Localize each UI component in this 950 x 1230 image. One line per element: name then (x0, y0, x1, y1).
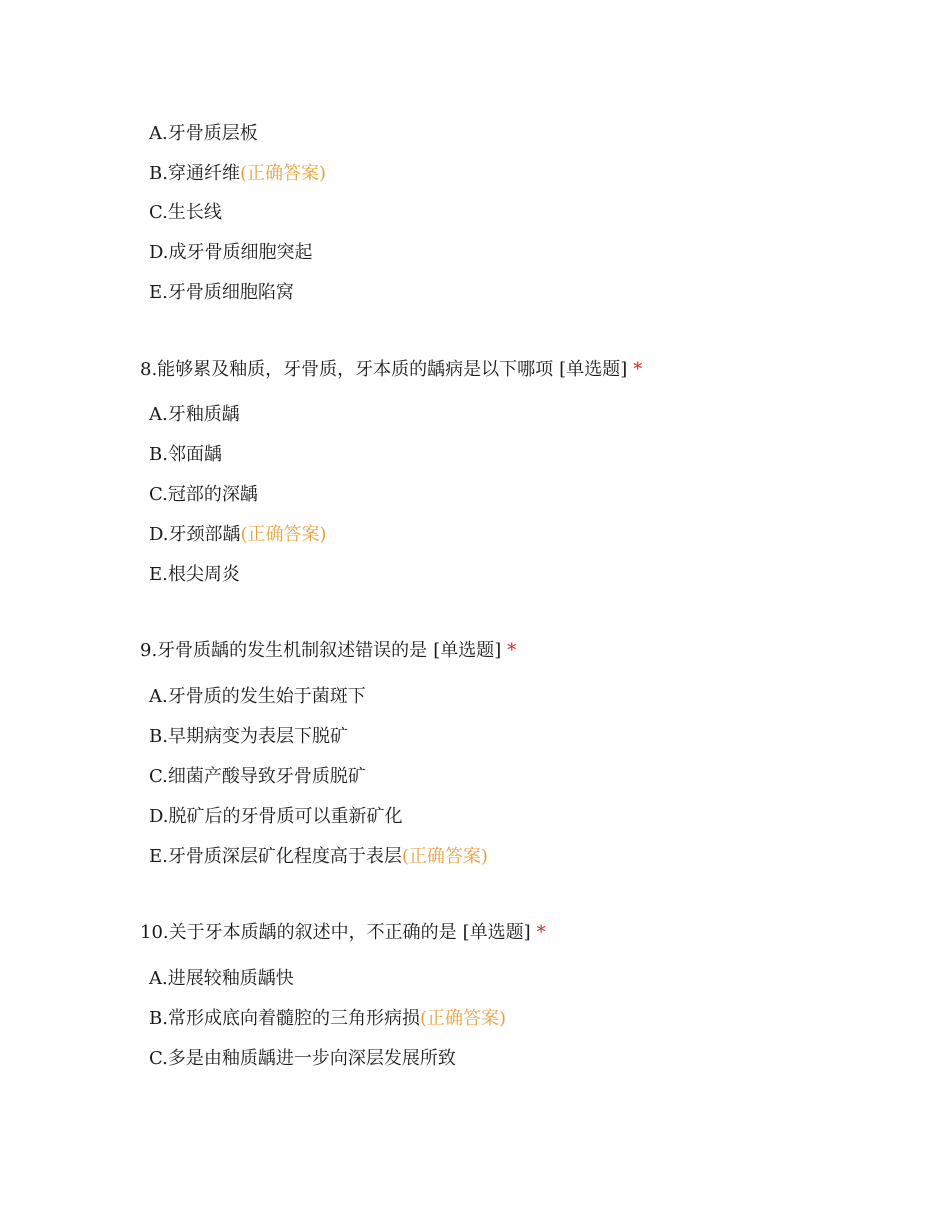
option-e[interactable] (149, 563, 240, 587)
option-text: C.冠部的深龋 (149, 484, 258, 505)
option-text: B.早期病变为表层下脱矿 (149, 726, 348, 747)
option-text: A.牙骨质层板 (149, 123, 258, 144)
option-text: A.进展较釉质龋快 (149, 968, 294, 989)
correct-answer-label: (正确答案) (240, 524, 327, 545)
required-marker: * (536, 922, 546, 943)
option-b[interactable] (149, 162, 326, 186)
option-c[interactable] (149, 765, 366, 789)
correct-answer-label: (正确答案) (419, 1008, 506, 1029)
option-text: B.穿通纤维 (149, 163, 240, 184)
option-text: A.牙釉质龋 (149, 404, 240, 425)
option-a[interactable] (149, 967, 294, 991)
question-type: [单选题] (462, 922, 531, 943)
option-text: C.多是由釉质龋进一步向深层发展所致 (149, 1048, 456, 1069)
option-text: E.牙骨质细胞陷窝 (149, 282, 294, 303)
option-text: D.牙颈部龋 (149, 524, 241, 545)
option-text: A.牙骨质的发生始于菌斑下 (149, 686, 366, 707)
question-title (140, 358, 642, 382)
option-e[interactable] (149, 281, 294, 305)
option-b[interactable] (149, 725, 348, 749)
option-d[interactable] (149, 241, 313, 265)
option-a[interactable] (149, 403, 240, 427)
option-text: B.邻面龋 (149, 444, 222, 465)
option-c[interactable] (149, 483, 258, 507)
option-d[interactable] (149, 805, 403, 829)
correct-answer-label: (正确答案) (239, 163, 326, 184)
correct-answer-label: (正确答案) (401, 846, 488, 867)
option-c[interactable] (149, 1047, 456, 1071)
option-a[interactable] (149, 685, 366, 709)
required-marker: * (507, 640, 517, 661)
option-text: D.脱矿后的牙骨质可以重新矿化 (149, 806, 403, 827)
option-b[interactable] (149, 1007, 506, 1031)
question-text: 10.关于牙本质龋的叙述中，不正确的是 (140, 922, 457, 943)
option-text: E.牙骨质深层矿化程度高于表层 (149, 846, 402, 867)
option-text: E.根尖周炎 (149, 564, 240, 585)
question-type: [单选题] (433, 640, 502, 661)
option-d[interactable] (149, 523, 327, 547)
option-text: B.常形成底向着髓腔的三角形病损 (149, 1008, 420, 1029)
option-text: D.成牙骨质细胞突起 (149, 242, 313, 263)
option-text: C.细菌产酸导致牙骨质脱矿 (149, 766, 366, 787)
question-type: [单选题] (559, 359, 628, 380)
option-e[interactable] (149, 845, 488, 869)
question-title (140, 639, 516, 663)
option-c[interactable] (149, 201, 222, 225)
option-text: C.生长线 (149, 202, 222, 223)
question-text: 8.能够累及釉质，牙骨质，牙本质的龋病是以下哪项 (140, 359, 554, 380)
option-b[interactable] (149, 443, 222, 467)
option-a[interactable] (149, 122, 258, 146)
question-title (140, 921, 546, 945)
question-text: 9.牙骨质龋的发生机制叙述错误的是 (140, 640, 428, 661)
required-marker: * (633, 359, 643, 380)
